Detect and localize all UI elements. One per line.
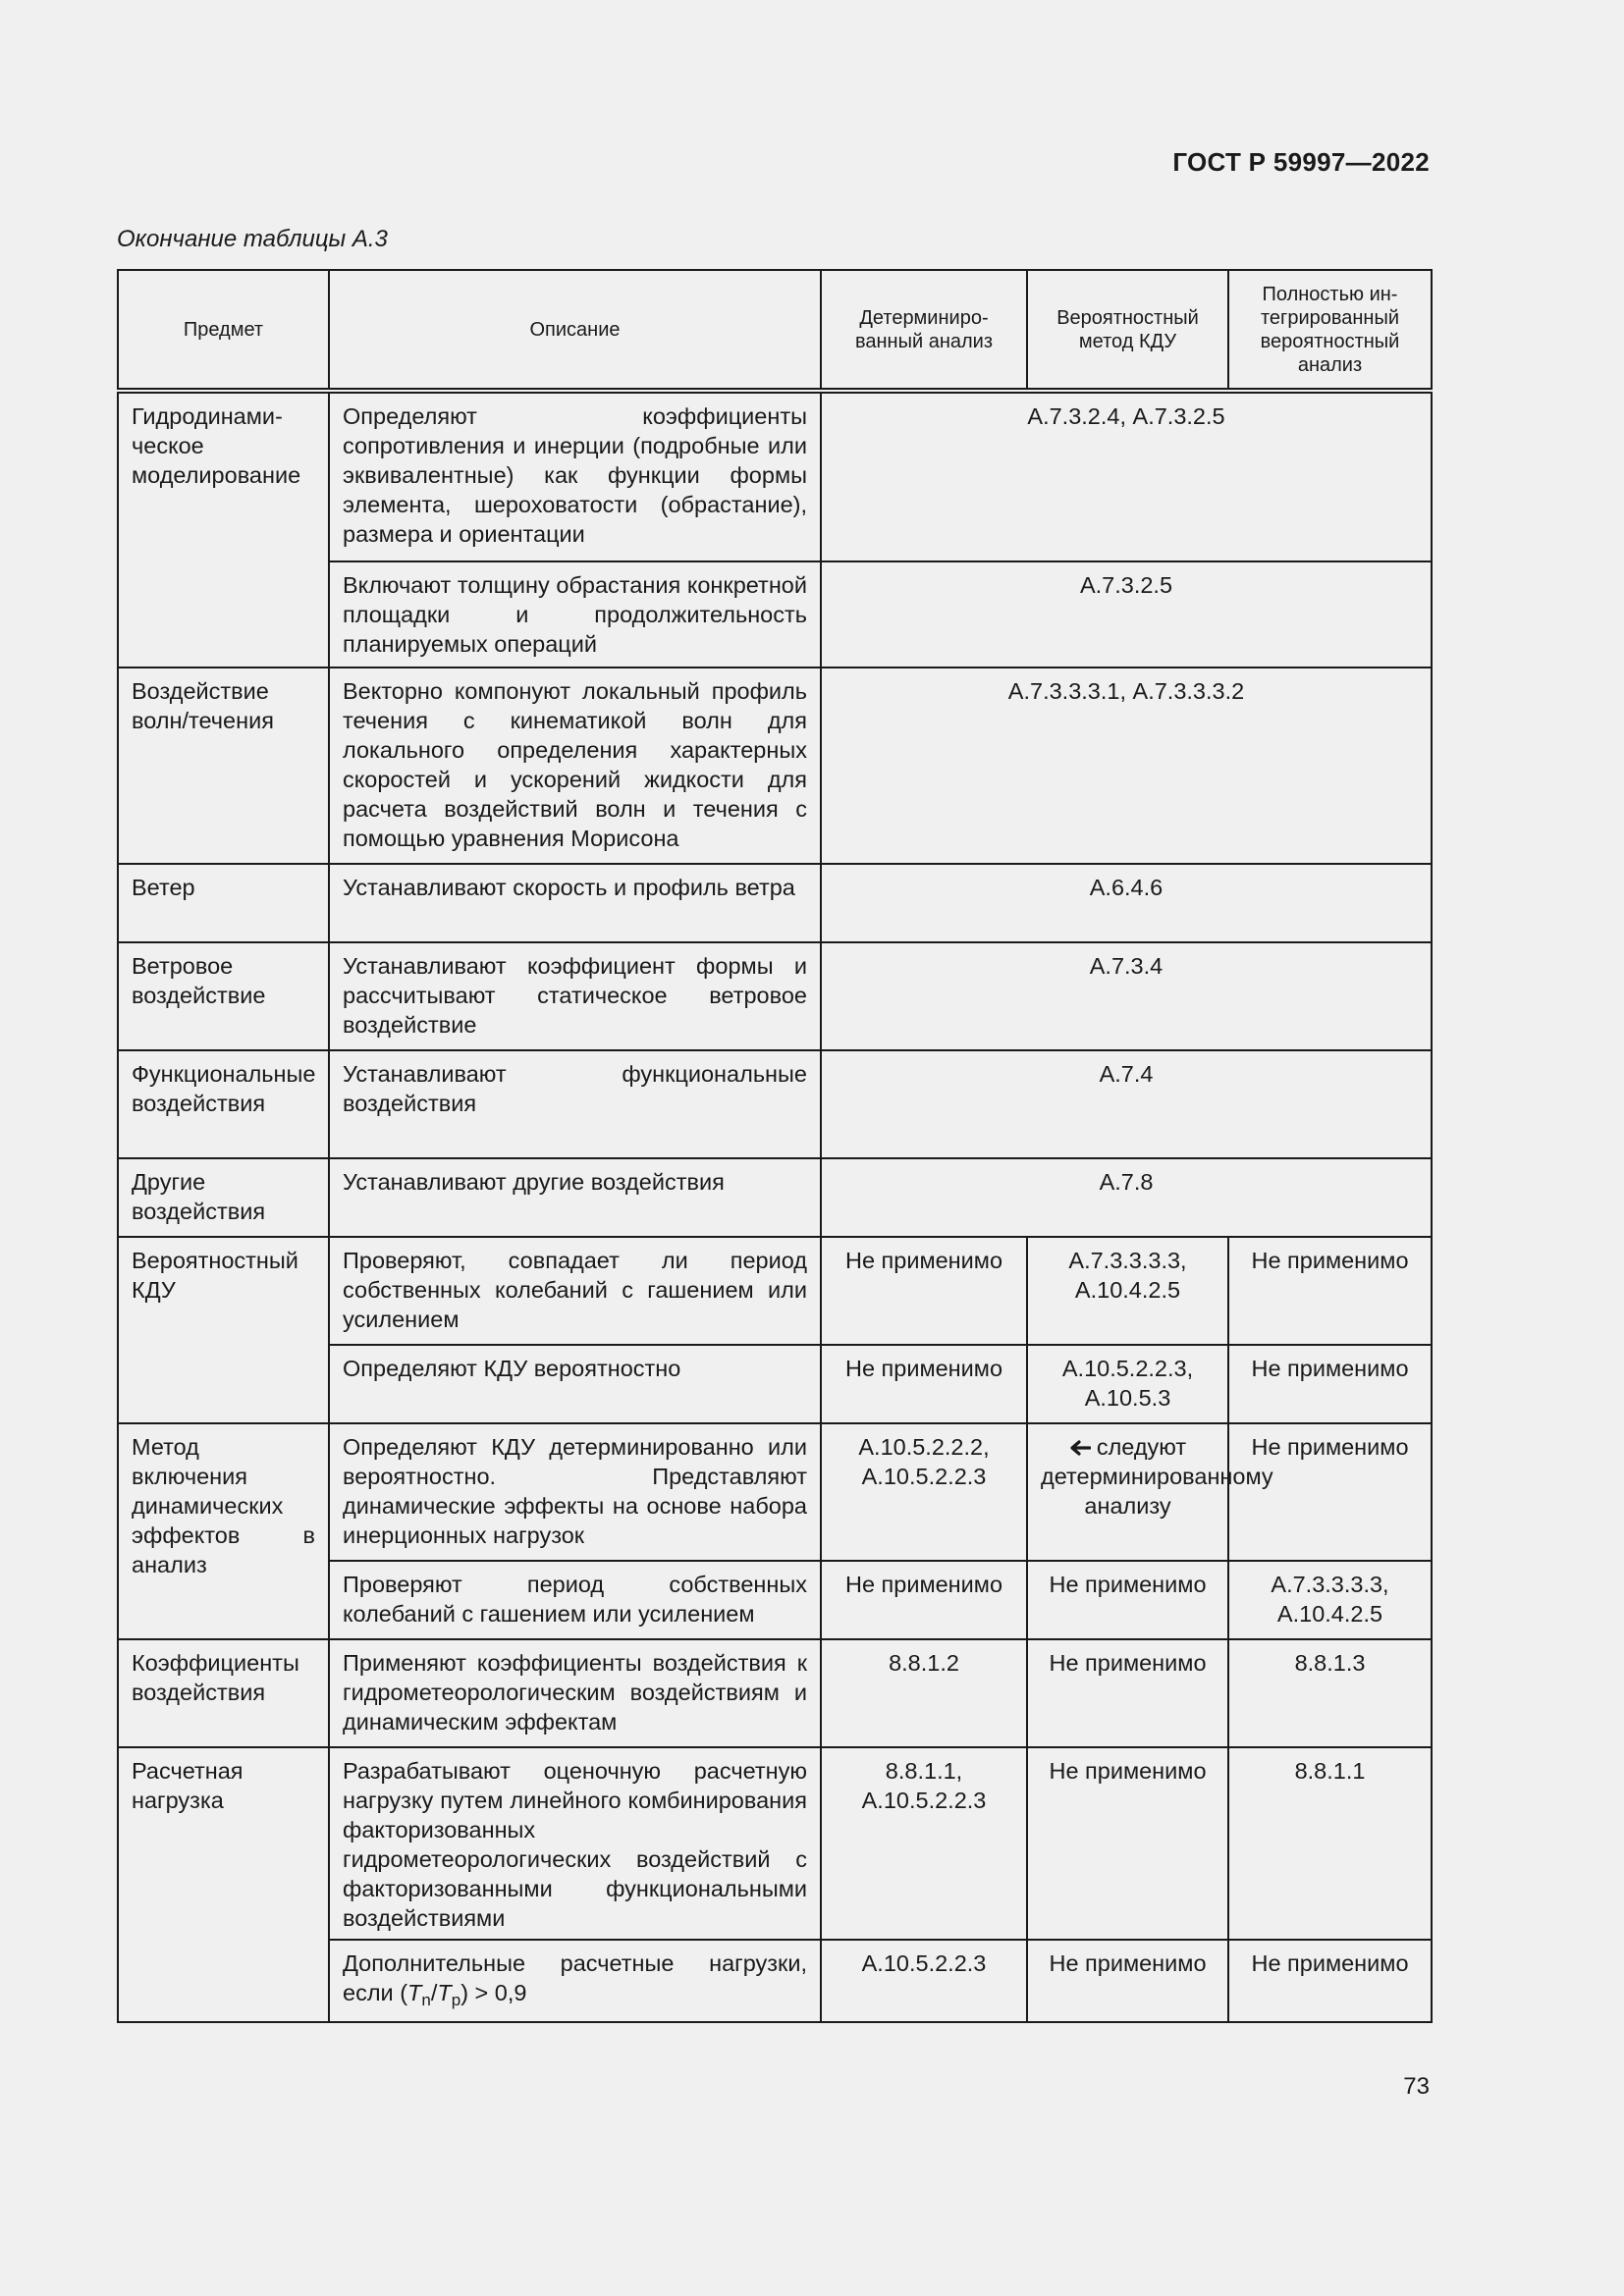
description-cell: Устанавливают коэффициент формы и рассчитывают статическое ветровое воздействие	[329, 942, 821, 1050]
probabilistic-cell: Не применимо	[1027, 1747, 1228, 1940]
subject-cell: Ветровое воздействие	[118, 942, 329, 1050]
period-subscript: n	[421, 1991, 431, 2009]
column-header: Полностью ин-тегрированный вероятностный анализ	[1228, 270, 1432, 391]
table-row	[118, 1158, 1432, 1237]
column-header: Вероятностный метод КДУ	[1027, 270, 1228, 391]
probabilistic-cell	[1027, 1423, 1273, 1561]
reference-cell: А.7.8	[821, 1158, 1432, 1237]
full-probabilistic-cell: Не применимо	[1228, 1423, 1432, 1561]
probabilistic-cell: А.7.3.3.3.3, А.10.4.2.5	[1027, 1237, 1228, 1345]
subject-cell: Вероятностный КДУ	[118, 1237, 329, 1423]
full-probabilistic-cell: Не применимо	[1228, 1940, 1432, 2022]
subject-cell: Другие воздействия	[118, 1158, 329, 1237]
data-table	[117, 269, 1433, 2023]
reference-cell: А.7.3.2.4, А.7.3.2.5	[821, 391, 1432, 561]
period-symbol: T	[407, 1980, 422, 2005]
reference-cell: А.7.3.2.5	[821, 561, 1432, 667]
probabilistic-cell: Не применимо	[1027, 1561, 1228, 1639]
deterministic-cell: Не применимо	[821, 1237, 1027, 1345]
reference-cell: А.7.3.3.3.1, А.7.3.3.3.2	[821, 667, 1432, 864]
table-header-row	[118, 270, 1432, 391]
description-cell: Устанавливают другие воздействия	[329, 1158, 821, 1237]
deterministic-cell: А.10.5.2.2.2, А.10.5.2.2.3	[821, 1423, 1027, 1561]
full-probabilistic-cell: 8.8.1.3	[1228, 1639, 1432, 1747]
description-cell: Проверяют, совпадает ли период собственных колебаний с гашением или усилением	[329, 1237, 821, 1345]
column-header: Предмет	[118, 270, 329, 391]
table-row	[118, 1050, 1432, 1158]
description-cell: Векторно компонуют локальный профиль течения с кинематикой волн для локального определения характерных скоростей и ускорений жидкости для расчета воздействий волн и течения с помощью уравнения Морисона	[329, 667, 821, 864]
table-row	[118, 391, 1432, 561]
arrow-left-icon	[1069, 1440, 1091, 1456]
description-cell: Устанавливают функциональные воздействия	[329, 1050, 821, 1158]
table-row	[118, 667, 1432, 864]
table-row	[118, 1237, 1432, 1345]
deterministic-cell: Не применимо	[821, 1345, 1027, 1423]
fraction-slash: /	[430, 1980, 438, 2005]
subject-cell: Гидродинами-ческое моделирование	[118, 391, 329, 667]
full-probabilistic-cell: Не применимо	[1228, 1237, 1432, 1345]
description-cell: Проверяют период собственных колебаний с гашением или усилением	[329, 1561, 821, 1639]
subject-cell: Коэффициенты воздействия	[118, 1639, 329, 1747]
deterministic-cell: 8.8.1.2	[821, 1639, 1027, 1747]
column-header: Описание	[329, 270, 821, 391]
column-header: Детерминиро-ванный анализ	[821, 270, 1027, 391]
reference-cell: А.6.4.6	[821, 864, 1432, 942]
period-symbol: T	[437, 1980, 452, 2005]
probabilistic-cell: Не применимо	[1027, 1639, 1228, 1747]
description-cell	[329, 1940, 821, 2022]
table-row	[118, 864, 1432, 942]
description-cell: Включают толщину обрастания конкретной площадки и продолжительность планируемых операций	[329, 561, 821, 667]
description-prefix: Дополнительные расчетные нагрузки, если (	[343, 1950, 807, 2005]
probabilistic-text: следуют детерминированному анализу	[1041, 1434, 1273, 1519]
subject-cell: Воздействие волн/течения	[118, 667, 329, 864]
description-cell: Определяют коэффициенты сопротивления и инерции (подробные или эквивалентные) как функции формы элемента, шероховатости (обрастание), размера и ориентации	[329, 391, 821, 561]
full-probabilistic-cell: А.7.3.3.3.3, А.10.4.2.5	[1228, 1561, 1432, 1639]
description-cell: Разрабатывают оценочную расчетную нагрузку путем линейного комбинирования факторизованных гидрометеорологических воздействий с факторизованными функциональными воздействиями	[329, 1747, 821, 1940]
table-row	[118, 1423, 1432, 1561]
deterministic-cell: 8.8.1.1, А.10.5.2.2.3	[821, 1747, 1027, 1940]
description-cell: Устанавливают скорость и профиль ветра	[329, 864, 821, 942]
probabilistic-cell: Не применимо	[1027, 1940, 1228, 2022]
subject-cell: Расчетная нагрузка	[118, 1747, 329, 2022]
full-probabilistic-cell: 8.8.1.1	[1228, 1747, 1432, 1940]
full-probabilistic-cell: Не применимо	[1228, 1345, 1432, 1423]
description-cell: Применяют коэффициенты воздействия к гидрометеорологическим воздействиям и динамическим эффектам	[329, 1639, 821, 1747]
table-row	[118, 1639, 1432, 1747]
deterministic-cell: А.10.5.2.2.3	[821, 1940, 1027, 2022]
deterministic-cell: Не применимо	[821, 1561, 1027, 1639]
table-caption: Окончание таблицы А.3	[117, 226, 388, 252]
reference-cell: А.7.4	[821, 1050, 1432, 1158]
description-cell: Определяют КДУ вероятностно	[329, 1345, 821, 1423]
subject-cell: Ветер	[118, 864, 329, 942]
table-row	[118, 1747, 1432, 1940]
probabilistic-cell: А.10.5.2.2.3, А.10.5.3	[1027, 1345, 1228, 1423]
subject-cell: Функциональные воздействия	[118, 1050, 329, 1158]
reference-cell: А.7.3.4	[821, 942, 1432, 1050]
period-subscript: p	[451, 1991, 461, 2009]
subject-cell: Метод включения динамических эффектов в анализ	[118, 1423, 329, 1639]
description-suffix: ) > 0,9	[460, 1980, 527, 2005]
document-id: ГОСТ Р 59997—2022	[1172, 147, 1430, 177]
page-number: 73	[1403, 2073, 1430, 2100]
table-row	[118, 942, 1432, 1050]
description-cell: Определяют КДУ детерминированно или вероятностно. Представляют динамические эффекты на основе набора инерционных нагрузок	[329, 1423, 821, 1561]
